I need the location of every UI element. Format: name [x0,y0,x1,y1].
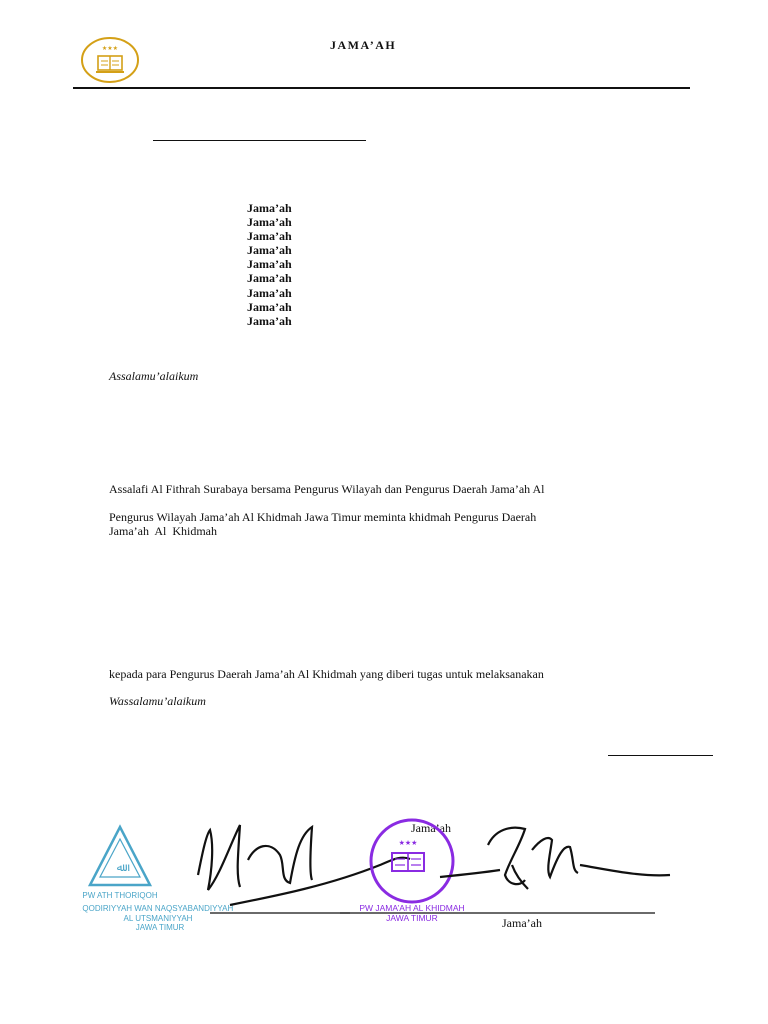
closing: Wassalamu’alaikum [109,694,206,708]
greeting: Assalamu’alaikum [109,369,199,383]
signer-role-top: Jama’ah [411,821,451,835]
stamp-right-line-2: JAWA TIMUR [386,913,438,923]
signer-role-bottom: Jama’ah [502,916,542,930]
recipient-line: Jama’ah [247,271,292,286]
paragraph-1: Assalafi Al Fithrah Surabaya bersama Pengurus Wilayah dan Pengurus Daerah Jama’ah Al [109,482,545,496]
organization-logo-icon [80,36,140,84]
paragraph-2-line-2: Jama’ah Al Khidmah [109,524,217,538]
blank-line [153,140,366,141]
signature-right [340,828,670,913]
svg-text:★★★: ★★★ [398,839,418,847]
paragraph-2-line-1: Pengurus Wilayah Jama’ah Al Khidmah Jawa Timur meminta khidmah Pengurus Daerah [109,510,537,524]
stamp-left-line-4: JAWA TIMUR [135,923,185,932]
header-divider [73,87,690,89]
stamp-left-line-1: PW ATH THORIQOH [82,891,158,900]
recipient-line: Jama’ah [247,215,292,230]
svg-text:★★★: ★★★ [101,46,119,52]
recipient-line: Jama’ah [247,257,292,272]
page-title: JAMA’AH [330,38,397,52]
date-line [608,755,713,756]
khidmah-stamp-icon [359,820,464,923]
stamp-left-line-3: AL UTSMANIYYAH [123,914,193,923]
signature-block [80,815,700,945]
stamp-left-line-2: AL QODIRIYYAH WAN NAQSYABANDIYYAH [80,904,234,913]
paragraph-2 [109,510,682,538]
svg-text:ﷲ: ﷲ [116,861,124,874]
recipient-line: Jama’ah [247,229,292,244]
paragraph-3: kepada para Pengurus Daerah Jama’ah Al Khidmah yang diberi tugas untuk melaksanakan [109,667,544,681]
recipient-line: Jama’ah [247,201,292,215]
recipient-line: Jama’ah [247,313,292,328]
recipient-line: Jama’ah [247,299,292,314]
recipient-list [247,201,292,328]
recipient-line: Jama’ah [247,285,292,300]
recipient-line: Jama’ah [247,243,292,258]
stamp-right-line-1: PW JAMA’AH AL KHIDMAH [359,903,465,913]
